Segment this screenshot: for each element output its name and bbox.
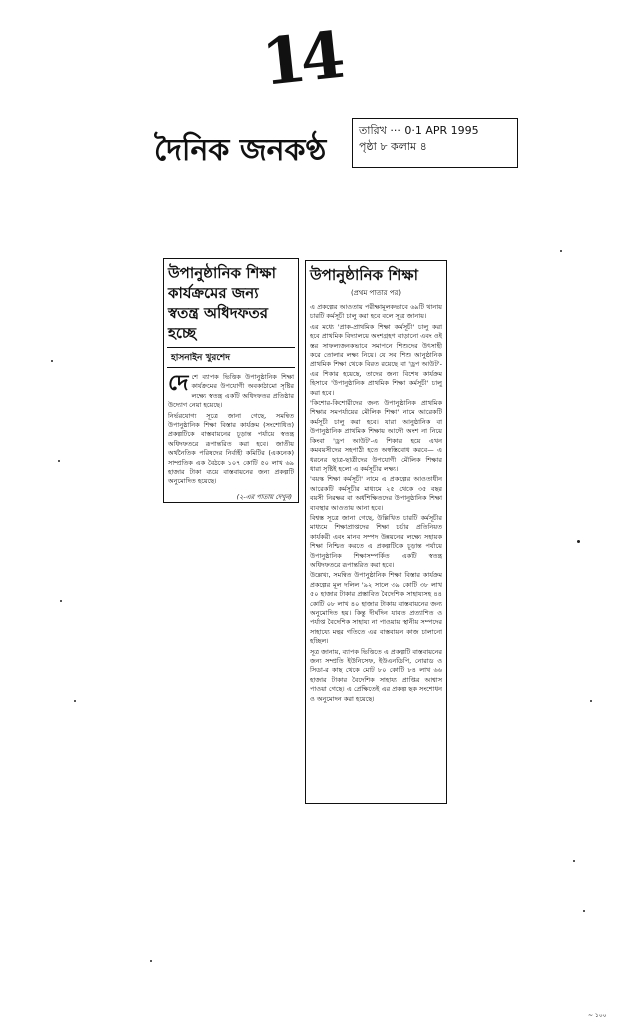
- paragraph: নির্ভরযোগ্য সূত্রে জানা গেছে, সমন্বিত উপানুষ্ঠানিক শিক্ষা বিস্তার কার্যক্রম (সংশোধিত) প্রকল্পটিকে বাস্তবায়নের চূড়ান্ত পর্যায়ে স্বতন্ত্র অধিদফতরে রূপান্তরিত করা হবে। জাতীয় অর্থনৈতিক পরিষদের নির্বাহী কমিটির (একনেক) সাম্প্রতিক এক বৈঠকে ১০৭ কোটি ৫০ লাখ ৬৯ হাজার টাকা ব্যয়ে বাস্তবায়নের জন্য প্রকল্পটি অনুমোদিত হয়েছে।: [168, 411, 294, 486]
- corner-mark: ~ ১০০: [588, 1012, 607, 1019]
- paragraph: এ প্রকল্পের আওতায় পরীক্ষামূলকভাবে ৬৯টি থানায় চারটি কর্মসূচী চালু করা হবে বলে সূত্র জানায়।: [310, 303, 442, 321]
- scan-speck: [577, 540, 580, 543]
- paragraph: সূত্র জানায়, ব্যাপক ভিত্তিতে এ প্রকল্পটি বাস্তবায়নের জন্য সম্প্রতি ইউনিসেফ, ইউএনডিপি, নোরাড ও সিডা-র কাছ থেকে মোট ৮০ কোটি ৮৪ লাখ ৬৬ হাজার টাকার বৈদেশিক সাহায্য প্রাপ্তির আশ্বাস পাওয়া গেছে। এ প্রেক্ষিতেই এর প্রকল্প ছক সংশোধন ও অনুমোদন করা হয়েছে।: [310, 647, 442, 703]
- handwritten-page-number: 14: [258, 18, 343, 101]
- date-row: তারিখ ··· 0·1 APR 1995: [359, 124, 479, 137]
- scan-speck: [560, 250, 562, 252]
- headline: উপানুষ্ঠানিক শিক্ষা কার্যক্রমের জন্য স্বতন্ত্র অধিদফতর হচ্ছে: [168, 264, 276, 342]
- paragraph: বিশ্বস্ত সূত্রে জানা গেছে, উল্লিখিত চারটি কর্মসূচীর মাধ্যমে শিক্ষাপ্রাপ্তদের শিক্ষা চর্চার প্রতিনিয়ত কার্যকরী এবং মানব সম্পদ উন্নয়নের লক্ষ্যে সহায়ক শিক্ষা নিশ্চিত করতে এ প্রকল্পটিকে চূড়ান্ত পর্যায়ে উপানুষ্ঠানিক শিক্ষাসম্পর্কিত একটি স্বতন্ত্র অধিদফতরে রূপান্তরিত করা হবে।: [310, 513, 442, 569]
- scan-speck: [58, 460, 60, 462]
- scan-speck: [590, 700, 592, 702]
- article-body: [306, 301, 446, 707]
- byline: হাসনাইন খুরশেদ: [167, 347, 295, 368]
- headline: উপানুষ্ঠানিক শিক্ষা: [310, 266, 418, 284]
- news-clipping-front: [163, 258, 299, 503]
- scan-speck: [573, 860, 575, 862]
- paragraph: এর মধ্যে 'প্রাক-প্রাথমিক শিক্ষা কর্মসূচী' চালু করা হবে প্রাথমিক বিদ্যালয়ে অংশগ্রহণ বাড়ানো এবং ওই স্তর সাফল্যজনকভাবে সমাপনে শিশুদের উৎসাহী করে তোলার লক্ষ্য নিয়ে। যে সব শিশু আনুষ্ঠানিক প্রাথমিক শিক্ষা থেকে বিরত রয়েছে বা 'ড্রপ আউট'-এর শিকার হয়েছে, তাদের জন্য বিশেষ কার্যক্রম হিসাবে 'উপানুষ্ঠানিক প্রাথমিক শিক্ষা কর্মসূচী' চালু করা হবে।: [310, 322, 442, 397]
- newspaper-masthead: দৈনিক জনকণ্ঠ: [154, 133, 327, 168]
- continued-from-note: (প্রথম পাতার পর): [350, 289, 402, 297]
- scan-speck: [51, 360, 53, 362]
- continued-note: (২-এর পাতায় দেখুন): [236, 492, 292, 501]
- drop-cap: দে: [168, 370, 189, 396]
- scan-speck: [74, 700, 76, 702]
- date-stamp-box: [352, 118, 518, 168]
- paragraph: উল্লেখ্য, সমন্বিত উপানুষ্ঠানিক শিক্ষা বিস্তার কার্যক্রম প্রকল্পের মূল দলিল '৯২ সালে ৩৯ কোটি ৩৮ লাখ ৫০ হাজার টাকার প্রস্তাবিত বৈদেশিক সাহায্যসহ ৪৪ কোটি ০৮ লাখ ৪০ হাজার টাকায় বাস্তবায়নের জন্য অনুমোদিত হয়। কিন্তু দীর্ঘদিন যাবত প্রত্যাশিত ও পর্যাপ্ত বৈদেশিক সাহায্য না পাওয়ায় স্থানীয় সম্পদের সাহায্যে মন্থর গতিতে এর বাস্তবায়ন কাজ চালানো হচ্ছিল।: [310, 571, 442, 646]
- scan-speck: [583, 910, 585, 912]
- scan-speck: [60, 600, 62, 602]
- scan-speck: [150, 960, 152, 962]
- paragraph: 'বয়স্ক শিক্ষা কর্মসূচী' নামে এ প্রকল্পের আওতাধীন আরেকটি কর্মসূচীর মাধ্যমে ২৫ থেকে ৩৫ বছর বয়সী নিরক্ষর বা অর্ধশিক্ষিতদের উপানুষ্ঠানিক শিক্ষা ব্যবস্থার আওতায় আনা হবে।: [310, 475, 442, 512]
- page-column-row: পৃষ্ঠা ৮ কলাম ৪: [359, 140, 427, 153]
- paragraph: 'কিশোর-কিশোরীদের জন্য উপানুষ্ঠানিক প্রাথমিক শিক্ষার সমপর্যায়ের মৌলিক শিক্ষা' নামে আরেকটি কর্মসূচী চালু করা হবে। যারা আনুষ্ঠানিক বা উপানুষ্ঠানিক প্রাথমিক শিক্ষায় আদৌ অংশ না নিয়ে কিংবা 'ড্রপ আউট'-এ শিকার হয়ে এখন কমবয়সীদের সহপাঠী হতে অস্বস্তিবোধ করবে— এ ধরনের ছাত্র-ছাত্রীদের উপযোগী মৌলিক শিক্ষার ধারা সৃষ্টিই হলো এ কর্মসূচীর লক্ষ্য।: [310, 399, 442, 473]
- paragraph: দেশে ব্যাপক ভিত্তিক উপানুষ্ঠানিক শিক্ষা কার্যক্রমের উপযোগী অবকাঠামো সৃষ্টির লক্ষ্যে স্বতন্ত্র একটি অধিদফতর প্রতিষ্ঠার উদ্যোগ নেয়া হয়েছে।: [168, 370, 294, 410]
- news-clipping-continuation: [305, 260, 447, 804]
- article-body: [164, 371, 298, 490]
